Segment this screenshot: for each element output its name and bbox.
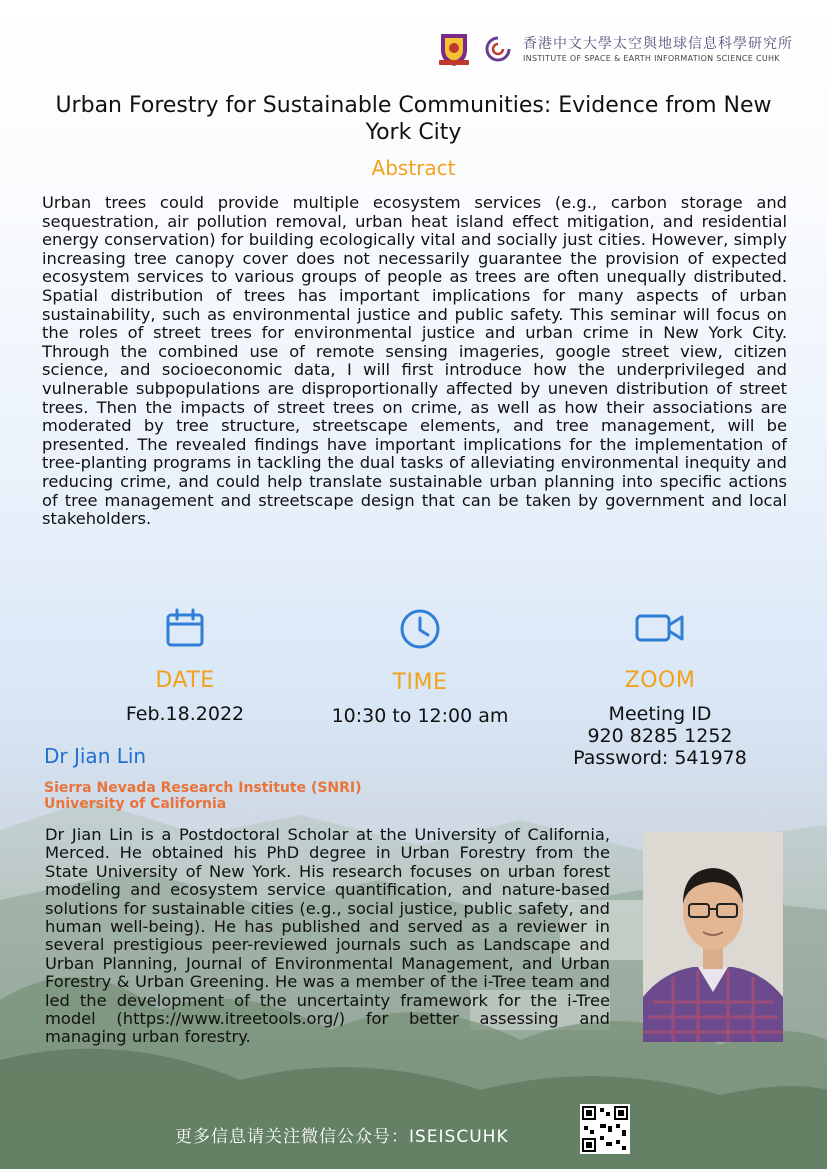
video-camera-icon bbox=[635, 608, 685, 648]
date-label: DATE bbox=[155, 668, 215, 693]
zoom-label: ZOOM bbox=[624, 668, 696, 693]
speaker-affiliation bbox=[44, 780, 362, 812]
speaker-bio: Dr Jian Lin is a Postdoctoral Scholar at the University of California, Merced. He obtained his PhD degree in Urban Forestry from the State University of New York. His research focuses on urban forest modeling and ecosystem service quantification, and nature-based solutions for sustainable cities (e.g., social justice, public safety, and human well-being). He has published and served as a reviewer in several prestigious peer-reviewed journals such as Landscape and Urban Planning, Journal of Environmental Management, and Urban Forestry & Urban Greening. He was a member of the i-Tree team and led the development of the uncertainty framework for the i-Tree model (https://www.itreetools.org/) for better assessing and managing urban forestry. bbox=[45, 825, 610, 1047]
clock-icon bbox=[399, 608, 441, 650]
speaker-affiliation-institute: Sierra Nevada Research Institute (SNRI) bbox=[44, 780, 362, 796]
time-block bbox=[320, 608, 520, 727]
speaker-name: Dr Jian Lin bbox=[44, 744, 147, 768]
date-block bbox=[110, 608, 260, 725]
time-value: 10:30 to 12:00 am bbox=[331, 705, 509, 727]
institute-name-en: INSTITUTE OF SPACE & EARTH INFORMATION SCIENCE CUHK bbox=[523, 53, 780, 63]
speaker-photo bbox=[643, 832, 783, 1042]
zoom-block bbox=[560, 608, 760, 769]
abstract-body: Urban trees could provide multiple ecosystem services (e.g., carbon storage and sequestration, air pollution removal, urban heat island effect mitigation, and residential energy conservation) for building ecologically vital and socially just cities. However, simply increasing tree canopy cover does not necessarily guarantee the provision of expected ecosystem services to various groups of people as trees are often unequally distributed. Spatial distribution of trees has important implications for many aspects of urban sustainability, such as environmental justice and public safety. This seminar will focus on the roles of street trees for environmental justice and urban crime in New York City. Through the combined use of remote sensing imageries, google street view, citizen science, and socioeconomic data, I will first introduce how the underprivileged and vulnerable subpopulations are disproportionally affected by uneven distribution of street trees. Then the impacts of street trees on crime, as well as how their associations are moderated by tree structure, streetscape elements, and tree management, will be presented. The revealed findings have important implications for the implementation of tree-planting programs in tackling the dual tasks of alleviating environmental inequity and reducing crime, and could help translate sustainable urban planning into specific actions of tree management and streetscape design that can be taken by government and local stakeholders. bbox=[42, 193, 787, 529]
wechat-footer: 更多信息请关注微信公众号：ISEISCUHK bbox=[175, 1127, 509, 1147]
wechat-qr-code[interactable] bbox=[580, 1104, 630, 1154]
iseis-logo-icon bbox=[485, 36, 511, 62]
zoom-meeting-id[interactable]: 920 8285 1252 bbox=[587, 725, 733, 747]
date-value: Feb.18.2022 bbox=[125, 703, 245, 725]
speaker-affiliation-university: University of California bbox=[44, 796, 227, 812]
zoom-meeting-id-label: Meeting ID bbox=[608, 703, 712, 725]
zoom-password: Password: 541978 bbox=[573, 747, 747, 769]
zoom-details bbox=[560, 703, 760, 769]
calendar-icon bbox=[165, 608, 205, 648]
cuhk-crest-icon bbox=[435, 30, 473, 68]
seminar-title: Urban Forestry for Sustainable Communities: Evidence from New York City bbox=[55, 93, 772, 145]
time-label: TIME bbox=[392, 670, 448, 695]
institute-name-cn: 香港中文大學太空與地球信息科學研究所 bbox=[523, 35, 793, 52]
abstract-heading: Abstract bbox=[371, 156, 456, 180]
header-logos bbox=[435, 30, 793, 68]
institute-names bbox=[523, 36, 793, 63]
